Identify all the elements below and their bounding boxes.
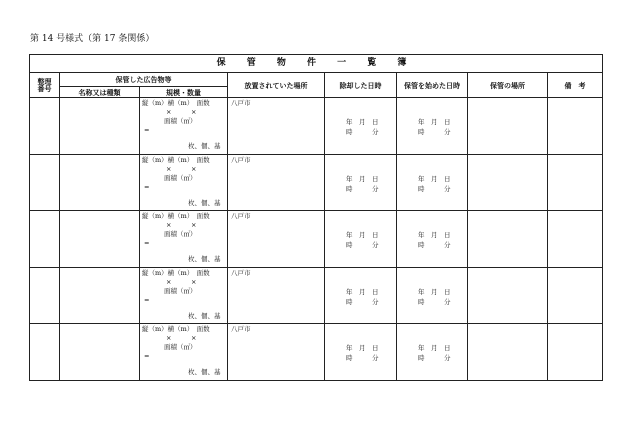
cell-removal-datetime[interactable]	[325, 267, 397, 324]
cell-seiri-bango[interactable]	[30, 324, 60, 381]
cell-seiri-bango[interactable]	[30, 267, 60, 324]
cell-abandoned-place[interactable]: 八戸市	[228, 324, 325, 381]
cell-scale-quantity[interactable]	[140, 98, 228, 155]
spec-area-label: 面積（㎡）	[164, 286, 197, 295]
cell-scale-quantity[interactable]	[140, 267, 228, 324]
spec-area-label: 面積（㎡）	[164, 343, 197, 351]
cell-name-or-type[interactable]	[60, 267, 140, 324]
cell-abandoned-place[interactable]: 八戸市	[228, 154, 325, 211]
cell-abandoned-place[interactable]: 八戸市	[228, 98, 325, 155]
cell-name-or-type[interactable]	[60, 211, 140, 268]
header-storage-place: 保管の場所	[468, 73, 548, 98]
cell-storage-start-datetime[interactable]	[397, 267, 468, 324]
cell-storage-place[interactable]	[468, 211, 548, 268]
spec-multiply-marks: × ×	[166, 164, 197, 173]
spec-multiply-marks: × ×	[166, 221, 197, 229]
cell-storage-place[interactable]	[468, 324, 548, 381]
cell-name-or-type[interactable]	[60, 324, 140, 381]
cell-abandoned-place[interactable]: 八戸市	[228, 211, 325, 268]
date-label: 年 月 日	[418, 344, 451, 352]
date-label: 年 月 日	[346, 118, 379, 126]
cell-remarks[interactable]	[548, 98, 603, 155]
cell-name-or-type[interactable]	[60, 98, 140, 155]
time-label: 時 分	[346, 184, 379, 193]
time-label: 時 分	[418, 241, 451, 249]
header-seiri-bango-1: 整理	[37, 77, 52, 86]
spec-dimensions-label: 縦（m）横（m） 面数	[142, 99, 210, 107]
spec-multiply-marks: × ×	[166, 277, 197, 286]
spec-area-label: 面積（㎡）	[164, 173, 197, 182]
time-label: 時 分	[418, 184, 451, 193]
ledger-row	[30, 267, 603, 324]
spec-equals: =	[144, 295, 150, 304]
cell-removal-datetime[interactable]	[325, 154, 397, 211]
cell-seiri-bango[interactable]	[30, 154, 60, 211]
cell-remarks[interactable]	[548, 324, 603, 381]
header-storage-start-datetime: 保管を始めた日時	[397, 73, 468, 98]
cell-scale-quantity[interactable]	[140, 154, 228, 211]
spec-dimensions-label: 縦（m）横（m） 面数	[142, 325, 210, 333]
spec-equals: =	[144, 182, 150, 191]
date-label: 年 月 日	[418, 174, 451, 183]
cell-storage-place[interactable]	[468, 154, 548, 211]
cell-removal-datetime[interactable]	[325, 211, 397, 268]
cell-scale-quantity[interactable]	[140, 211, 228, 268]
date-label: 年 月 日	[346, 174, 379, 183]
date-label: 年 月 日	[346, 231, 379, 239]
spec-dimensions-label: 縦（m）横（m） 面数	[142, 212, 210, 220]
date-label: 年 月 日	[418, 118, 451, 126]
spec-unit-label: 枚、個、基	[188, 142, 221, 150]
spec-dimensions-label: 縦（m）横（m） 面数	[142, 155, 210, 164]
time-label: 時 分	[346, 128, 379, 136]
spec-multiply-marks: × ×	[166, 334, 197, 342]
cell-abandoned-place[interactable]: 八戸市	[228, 267, 325, 324]
cell-removal-datetime[interactable]	[325, 98, 397, 155]
ledger-title: 保 管 物 件 一 覧 簿	[30, 55, 603, 73]
ledger-row	[30, 98, 603, 155]
spec-equals: =	[144, 239, 150, 247]
cell-scale-quantity[interactable]	[140, 324, 228, 381]
cell-storage-start-datetime[interactable]	[397, 154, 468, 211]
date-label: 年 月 日	[418, 231, 451, 239]
header-seiri-bango	[30, 73, 60, 98]
ledger-row	[30, 211, 603, 268]
storage-ledger-table	[29, 54, 603, 381]
date-label: 年 月 日	[346, 344, 379, 352]
header-remarks: 備 考	[548, 73, 603, 98]
ledger-row	[30, 324, 603, 381]
header-stored-ads: 保管した広告物等	[60, 73, 228, 87]
date-label: 年 月 日	[418, 287, 451, 296]
spec-unit-label: 枚、個、基	[188, 198, 221, 207]
date-label: 年 月 日	[346, 287, 379, 296]
cell-storage-place[interactable]	[468, 98, 548, 155]
cell-storage-start-datetime[interactable]	[397, 324, 468, 381]
time-label: 時 分	[418, 354, 451, 362]
time-label: 時 分	[346, 297, 379, 306]
form-number-label: 第 14 号様式（第 17 条関係）	[30, 34, 155, 44]
spec-unit-label: 枚、個、基	[188, 368, 221, 376]
cell-seiri-bango[interactable]	[30, 98, 60, 155]
cell-remarks[interactable]	[548, 211, 603, 268]
header-name-or-type: 名称又は種類	[60, 87, 140, 98]
spec-dimensions-label: 縦（m）横（m） 面数	[142, 268, 210, 277]
cell-remarks[interactable]	[548, 154, 603, 211]
cell-name-or-type[interactable]	[60, 154, 140, 211]
time-label: 時 分	[346, 241, 379, 249]
time-label: 時 分	[346, 354, 379, 362]
time-label: 時 分	[418, 128, 451, 136]
spec-area-label: 面積（㎡）	[164, 230, 197, 238]
cell-remarks[interactable]	[548, 267, 603, 324]
cell-storage-start-datetime[interactable]	[397, 98, 468, 155]
cell-seiri-bango[interactable]	[30, 211, 60, 268]
spec-equals: =	[144, 352, 150, 360]
time-label: 時 分	[418, 297, 451, 306]
header-seiri-bango-2: 番号	[37, 84, 52, 93]
cell-storage-place[interactable]	[468, 267, 548, 324]
header-removal-datetime: 除却した日時	[325, 73, 397, 98]
header-scale-quantity: 規模・数量	[140, 87, 228, 98]
ledger-row	[30, 154, 603, 211]
spec-unit-label: 枚、個、基	[188, 311, 221, 320]
cell-removal-datetime[interactable]	[325, 324, 397, 381]
cell-storage-start-datetime[interactable]	[397, 211, 468, 268]
spec-unit-label: 枚、個、基	[188, 255, 221, 263]
spec-equals: =	[144, 126, 150, 134]
spec-multiply-marks: × ×	[166, 108, 197, 116]
header-abandoned-place: 放置されていた場所	[228, 73, 325, 98]
spec-area-label: 面積（㎡）	[164, 117, 197, 125]
